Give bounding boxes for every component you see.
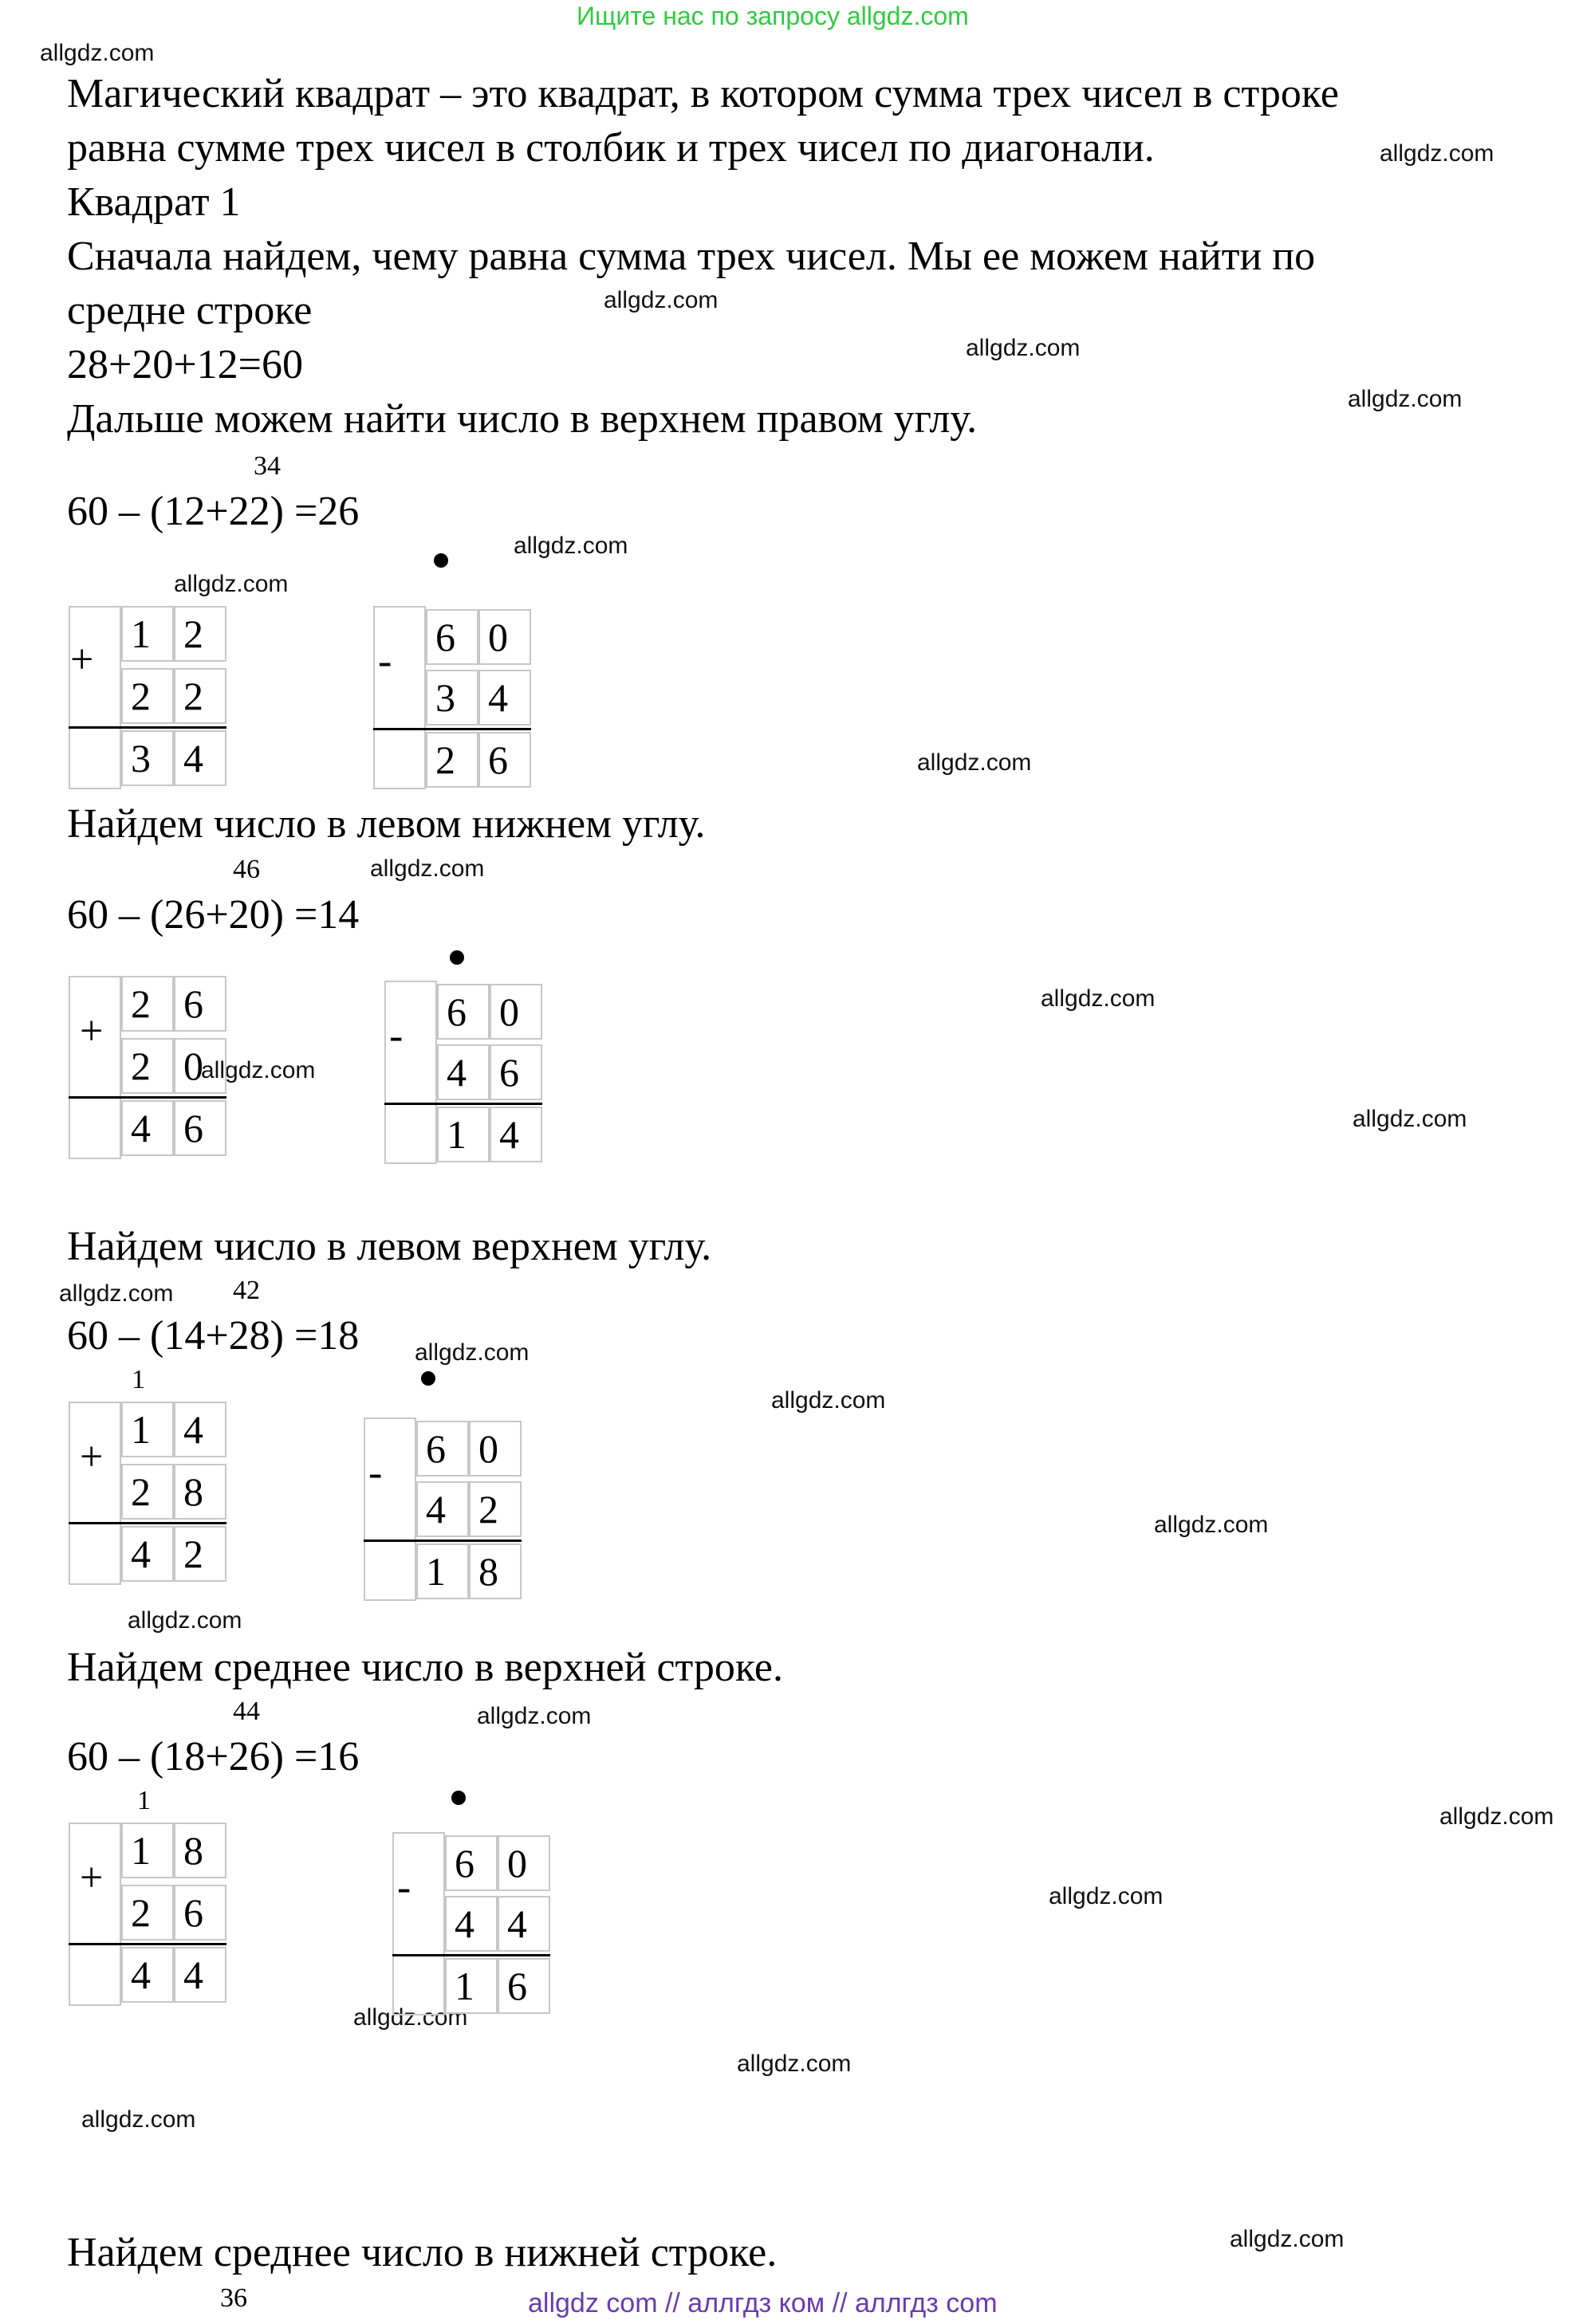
cell-frame bbox=[69, 1402, 121, 1585]
watermark: allgdz.com bbox=[917, 749, 1032, 776]
digit-cell: 4 bbox=[498, 1896, 550, 1952]
digit-cell: 8 bbox=[174, 1823, 226, 1878]
watermark: allgdz.com bbox=[966, 335, 1081, 361]
digit-cell: 4 bbox=[121, 1947, 174, 2003]
cell-frame bbox=[373, 606, 426, 789]
watermark: allgdz.com bbox=[1049, 1883, 1164, 1909]
digit-cell: 6 bbox=[174, 1885, 226, 1941]
borrow-dot bbox=[434, 553, 448, 568]
equation: 28+20+12=60 bbox=[67, 342, 303, 387]
square-title: Квадрат 1 bbox=[67, 179, 241, 225]
cell-frame bbox=[384, 981, 437, 1164]
digit-cell: 1 bbox=[121, 606, 174, 662]
cell-frame bbox=[69, 976, 121, 1159]
digit-cell: 6 bbox=[416, 1421, 469, 1477]
digit-cell: 4 bbox=[174, 1402, 226, 1457]
sum-line bbox=[384, 1103, 542, 1105]
digit-cell: 1 bbox=[445, 1958, 498, 2014]
digit-cell: 4 bbox=[478, 670, 531, 726]
cell-frame bbox=[69, 1823, 121, 2006]
digit-cell: 0 bbox=[478, 609, 531, 665]
sum-note: 36 bbox=[220, 2283, 247, 2313]
digit-cell: 4 bbox=[416, 1481, 469, 1537]
digit-cell: 4 bbox=[174, 1947, 226, 2003]
watermark: allgdz.com bbox=[1154, 1512, 1269, 1538]
digit-cell: 1 bbox=[437, 1107, 490, 1162]
digit-cell: 4 bbox=[445, 1896, 498, 1952]
plus-sign: + bbox=[80, 1009, 104, 1054]
cell-frame bbox=[69, 606, 121, 789]
digit-cell: 4 bbox=[174, 730, 226, 786]
digit-cell: 1 bbox=[416, 1543, 469, 1599]
digit-cell: 2 bbox=[426, 732, 478, 788]
cell-frame bbox=[392, 1832, 445, 2015]
watermark: allgdz.com bbox=[40, 40, 155, 66]
sum-note: 42 bbox=[233, 1276, 260, 1305]
borrow-dot bbox=[451, 1791, 466, 1805]
digit-cell: 6 bbox=[174, 976, 226, 1032]
digit-cell: 2 bbox=[121, 1885, 174, 1941]
digit-cell: 8 bbox=[469, 1543, 522, 1599]
digit-cell: 2 bbox=[469, 1481, 522, 1537]
watermark: allgdz.com bbox=[353, 2004, 468, 2031]
digit-cell: 6 bbox=[490, 1044, 542, 1100]
watermark: allgdz.com bbox=[81, 2106, 196, 2133]
digit-cell: 1 bbox=[121, 1402, 174, 1457]
digit-cell: 6 bbox=[426, 609, 478, 665]
sum-note: 46 bbox=[233, 855, 260, 884]
carry-digit: 1 bbox=[137, 1786, 151, 1815]
sum-note: 34 bbox=[254, 451, 281, 481]
digit-cell: 6 bbox=[437, 984, 490, 1040]
step-text: средне строке bbox=[67, 288, 313, 333]
digit-cell: 2 bbox=[174, 668, 226, 724]
footer-links[interactable]: allgdz com // аллгдз ком // аллгдз com bbox=[528, 2288, 998, 2318]
step-text: Сначала найдем, чему равна сумма трех чисел. Мы ее можем найти по bbox=[67, 234, 1316, 279]
minus-sign: - bbox=[368, 1450, 383, 1496]
equation: 60 – (14+28) =18 bbox=[67, 1313, 360, 1359]
minus-sign: - bbox=[389, 1013, 404, 1059]
watermark: allgdz.com bbox=[1380, 140, 1494, 167]
sum-line bbox=[69, 1096, 226, 1099]
digit-cell: 0 bbox=[498, 1835, 550, 1891]
intro-line: равна сумме трех чисел в столбик и трех чисел по диагонали. bbox=[67, 125, 1155, 171]
equation: 60 – (26+20) =14 bbox=[67, 892, 360, 938]
borrow-dot bbox=[450, 950, 464, 965]
watermark: allgdz.com bbox=[201, 1057, 316, 1083]
plus-sign: + bbox=[80, 1434, 104, 1480]
digit-cell: 6 bbox=[478, 732, 531, 788]
search-banner[interactable]: Ищите нас по запросу allgdz.com bbox=[577, 2, 969, 30]
digit-cell: 4 bbox=[490, 1107, 542, 1162]
step-text: Найдем среднее число в верхней строке. bbox=[67, 1645, 783, 1690]
digit-cell: 2 bbox=[121, 1038, 174, 1094]
digit-cell: 2 bbox=[121, 1464, 174, 1520]
digit-cell: 2 bbox=[121, 976, 174, 1032]
watermark: allgdz.com bbox=[1230, 2226, 1345, 2252]
watermark: allgdz.com bbox=[128, 1607, 242, 1634]
watermark: allgdz.com bbox=[1439, 1803, 1554, 1830]
minus-sign: - bbox=[397, 1865, 411, 1910]
digit-cell: 2 bbox=[121, 668, 174, 724]
watermark: allgdz.com bbox=[771, 1387, 886, 1414]
digit-cell: 3 bbox=[121, 730, 174, 786]
sum-line bbox=[364, 1540, 522, 1542]
sum-line bbox=[69, 1522, 226, 1524]
sum-line bbox=[392, 1954, 550, 1956]
watermark: allgdz.com bbox=[514, 533, 628, 559]
intro-line: Магический квадрат – это квадрат, в котором сумма трех чисел в строке bbox=[67, 71, 1339, 116]
minus-sign: - bbox=[378, 639, 392, 684]
digit-cell: 6 bbox=[174, 1100, 226, 1156]
step-text: Найдем среднее число в нижней строке. bbox=[67, 2230, 778, 2275]
watermark: allgdz.com bbox=[604, 287, 719, 313]
watermark: allgdz.com bbox=[370, 855, 485, 882]
digit-cell: 3 bbox=[426, 670, 478, 726]
sum-line bbox=[69, 726, 226, 729]
watermark: allgdz.com bbox=[1041, 985, 1156, 1012]
step-text: Найдем число в левом верхнем углу. bbox=[67, 1224, 712, 1269]
borrow-dot bbox=[421, 1371, 435, 1386]
watermark: allgdz.com bbox=[1353, 1106, 1467, 1132]
watermark: allgdz.com bbox=[1348, 386, 1463, 412]
digit-cell: 1 bbox=[121, 1823, 174, 1878]
plus-sign: + bbox=[80, 1855, 104, 1901]
sum-note: 44 bbox=[233, 1697, 260, 1726]
watermark: allgdz.com bbox=[737, 2051, 852, 2077]
digit-cell: 0 bbox=[490, 984, 542, 1040]
digit-cell: 2 bbox=[174, 606, 226, 662]
digit-cell: 4 bbox=[437, 1044, 490, 1100]
digit-cell: 0 bbox=[174, 1038, 226, 1094]
plus-sign: + bbox=[70, 637, 94, 682]
sum-line bbox=[373, 728, 531, 730]
digit-cell: 4 bbox=[121, 1526, 174, 1582]
digit-cell: 2 bbox=[174, 1526, 226, 1582]
watermark: allgdz.com bbox=[174, 571, 289, 597]
equation: 60 – (12+22) =26 bbox=[67, 489, 360, 534]
watermark: allgdz.com bbox=[59, 1280, 174, 1307]
digit-cell: 6 bbox=[445, 1835, 498, 1891]
digit-cell: 8 bbox=[174, 1464, 226, 1520]
step-text: Найдем число в левом нижнем углу. bbox=[67, 801, 706, 847]
cell-frame bbox=[364, 1418, 416, 1601]
watermark: allgdz.com bbox=[415, 1339, 530, 1366]
carry-digit: 1 bbox=[132, 1365, 145, 1394]
sum-line bbox=[69, 1943, 226, 1945]
equation: 60 – (18+26) =16 bbox=[67, 1734, 360, 1779]
digit-cell: 6 bbox=[498, 1958, 550, 2014]
watermark: allgdz.com bbox=[477, 1703, 592, 1729]
step-text: Дальше можем найти число в верхнем правом углу. bbox=[67, 396, 978, 442]
digit-cell: 0 bbox=[469, 1421, 522, 1477]
digit-cell: 4 bbox=[121, 1100, 174, 1156]
